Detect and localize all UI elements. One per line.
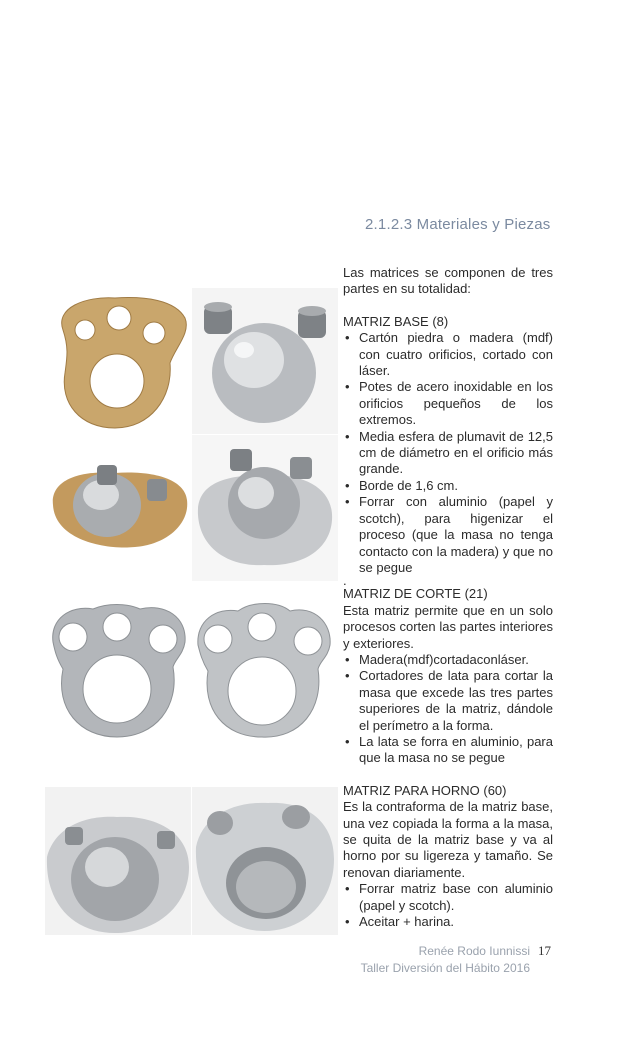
cutting-matrix-front-image <box>45 597 191 745</box>
cutting-matrix-back-image <box>192 597 338 745</box>
intro-paragraph: Las matrices se componen de tres partes en su totalidad: <box>343 265 553 297</box>
wood-base-plate-image <box>45 288 191 434</box>
section-matriz-corte <box>343 586 553 766</box>
section-title: MATRIZ BASE (8) <box>343 313 449 329</box>
bullet-item: • Potes de acero inoxidable en los orificios pequeños de los extremos. <box>343 379 553 428</box>
bullet-item: • Aceitar + harina. <box>343 914 553 930</box>
oven-matrix-dome-image <box>45 787 191 935</box>
bullet-item: • Forrar matriz base con aluminio (papel y scotch). <box>343 881 553 914</box>
page-footer <box>360 943 530 977</box>
wood-base-with-dome-image <box>45 435 191 581</box>
bullet-list <box>343 330 553 576</box>
bullet-item: • Madera(mdf)cortadaconláser. <box>343 652 553 668</box>
section-matriz-horno <box>343 783 553 931</box>
photo-cutting-matrix-back <box>192 597 338 745</box>
photo-wood-base-plate <box>45 288 191 434</box>
foil-wrapped-base-image <box>192 435 338 581</box>
bullet-item: • Borde de 1,6 cm. <box>343 478 553 494</box>
bullet-item: • Forrar con aluminio (papel y scotch), para higenizar el proceso (que la masa no tenga contacto con la madera) y que no se pegue <box>343 494 553 576</box>
photo-foil-wrapped-base <box>192 435 338 581</box>
bullet-item: • Cortadores de lata para cortar la masa que excede las tres partes superiores de la matriz, dándole el perímetro a la forma. <box>343 668 553 734</box>
section-body: Esta matriz permite que en un solo procesos corten las partes interiores y exteriores. <box>343 602 553 651</box>
page-number: 17 <box>538 943 551 958</box>
photo-oven-matrix-cavity <box>192 787 338 935</box>
section-heading: 2.1.2.3 Materiales y Piezas <box>365 216 551 233</box>
bullet-item: • Media esfera de plumavit de 12,5 cm de diámetro en el orificio más grande. <box>343 429 553 478</box>
photo-wood-base-with-dome <box>45 435 191 581</box>
footer-author: Renée Rodo Iunnissi <box>418 944 530 958</box>
body-text-column <box>343 265 553 930</box>
photo-foil-dome-cups <box>192 288 338 434</box>
photo-cutting-matrix-front <box>45 597 191 745</box>
section-matriz-base <box>343 314 553 587</box>
footer-course: Taller Diversión del Hábito 2016 <box>360 961 530 975</box>
bullet-list <box>343 652 553 767</box>
photo-oven-matrix-dome <box>45 787 191 935</box>
bullet-item: • La lata se forra en aluminio, para que la masa no se pegue <box>343 734 553 767</box>
bullet-item: • Cartón piedra o madera (mdf) con cuatro orificios, cortado con láser. <box>343 330 553 379</box>
oven-matrix-cavity-image <box>192 787 338 935</box>
section-title: MATRIZ PARA HORNO (60) <box>343 782 507 798</box>
trailing-period: . <box>343 573 347 589</box>
section-body: Es la contraforma de la matriz base, una vez copiada la forma a la masa, se quita de la matriz base y va al horno por su ligereza y tamaño. Se renovan diariamente. <box>343 799 553 880</box>
foil-dome-cups-image <box>192 288 338 434</box>
bullet-list <box>343 881 553 930</box>
section-title: MATRIZ DE CORTE (21) <box>343 586 488 602</box>
